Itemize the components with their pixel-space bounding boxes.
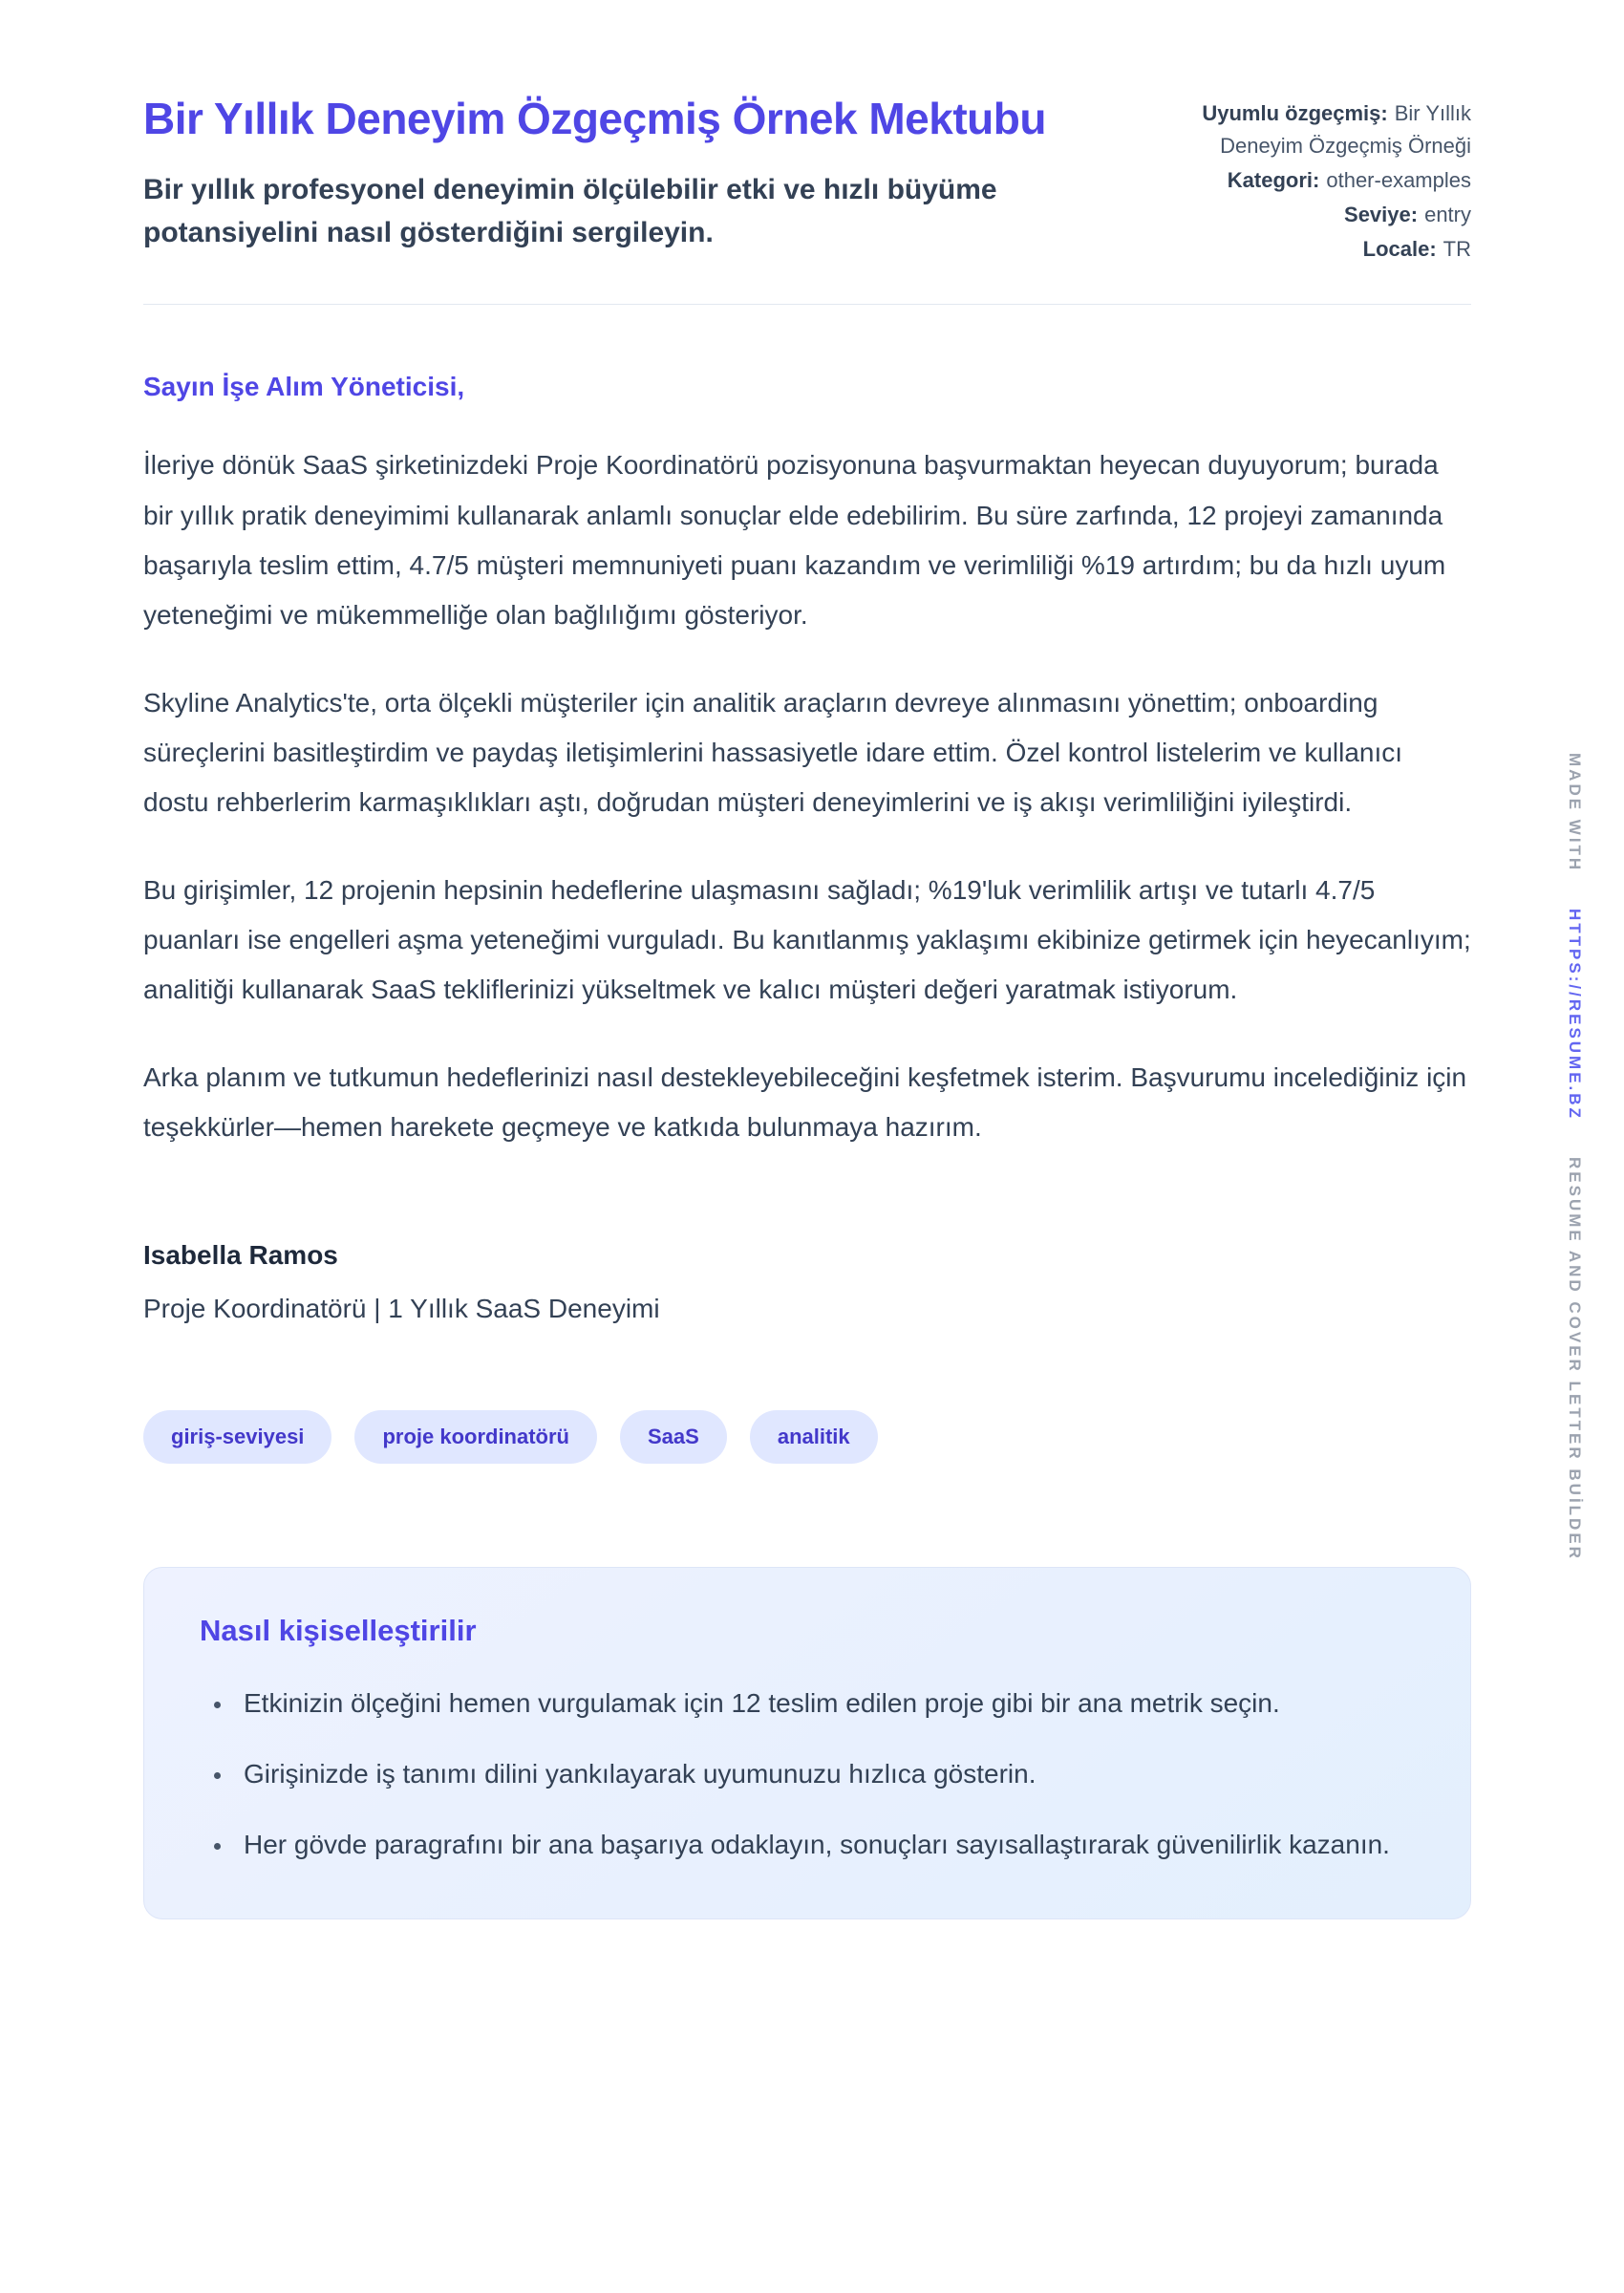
tip-list: [200, 1681, 1415, 1867]
page-subtitle: Bir yıllık profesyonel deneyimin ölçülebilir etki ve hızlı büyüme potansiyelini nasıl gösterdiğini sergileyin.: [143, 174, 997, 249]
meta-value-level: entry: [1424, 203, 1471, 227]
tip-item-3: • Her gövde paragrafını bir ana başarıya odaklayın, sonuçları sayısallaştırarak güvenilirlik kazanın.: [234, 1822, 1415, 1868]
meta-row-level: [1161, 199, 1471, 231]
watermark-url: HTTPS://RESUME.BZ: [1566, 908, 1584, 1121]
header-left: [143, 92, 1051, 254]
letter-paragraph-4: Arka planım ve tutkumun hedeflerinizi nasıl destekleyebileceğini keşfetmek isterim. Başvurumu incelediğiniz için teşekkürler—hemen harekete geçmeye ve katkıda bulunmaya hazırım.: [143, 1062, 1467, 1143]
tag-saas[interactable]: SaaS: [620, 1410, 727, 1464]
letter-body: [143, 372, 1471, 1324]
letter-paragraph-2: Skyline Analytics'te, orta ölçekli müşteriler için analitik araçların devreye alınmasını yönettim; onboarding süreçlerini basitleştirdim ve paydaş iletişimlerini hassasiyetle idare ettim. Özel kontrol listelerim ve kullanıcı dostu rehberlerim karmaşıklıkları aştı, doğrudan müşteri deneyimlerini ve iş akışı verimliliğini iyileştirdi.: [143, 687, 1403, 817]
meta-label-matching-resume: Uyumlu özgeçmiş:: [1202, 101, 1388, 125]
meta-value-category: other-examples: [1326, 168, 1471, 193]
page-title: Bir Yıllık Deneyim Özgeçmiş Örnek Mektubu: [143, 94, 1046, 143]
meta-value-locale: TR: [1442, 237, 1471, 262]
tip-item-1: • Etkinizin ölçeğini hemen vurgulamak için 12 teslim edilen proje gibi bir ana metrik seçin.: [234, 1681, 1415, 1726]
tag-entry-level[interactable]: giriş-seviyesi: [143, 1410, 331, 1464]
tag-project-coordinator[interactable]: proje koordinatörü: [354, 1410, 597, 1464]
watermark: [1565, 753, 1584, 1561]
watermark-made-with: MADE WITH: [1566, 753, 1584, 873]
letter-paragraph-3: Bu girişimler, 12 projenin hepsinin hedeflerine ulaşmasını sağladı; %19'luk verimlilik artışı ve tutarlı 4.7/5 puanları ise engelleri aşma yeteneğimi vurguladı. Bu kanıtlanmış yaklaşımı ekibinize getirmek için heyecanlıyım; analitiği kullanarak SaaS tekliflerinizi yükseltmek ve kalıcı müşteri değeri yaratmak istiyorum.: [143, 875, 1471, 1005]
tip-item-2: • Girişinizde iş tanımı dilini yankılayarak uyumunuzu hızlıca gösterin.: [234, 1751, 1415, 1797]
meta-label-category: Kategori:: [1227, 168, 1320, 193]
meta-label-locale: Locale:: [1362, 237, 1437, 262]
meta-value-matching-resume: Bir Yıllık Deneyim Özgeçmiş Örneği: [1220, 101, 1471, 159]
meta-row-matching-resume: [1161, 97, 1471, 162]
meta-row-category: [1161, 164, 1471, 197]
meta-panel: [1161, 92, 1471, 268]
meta-label-level: Seviye:: [1344, 203, 1419, 227]
tip-box-title: Nasıl kişiselleştirilir: [200, 1614, 477, 1648]
divider: [143, 304, 1471, 305]
meta-row-locale: [1161, 233, 1471, 266]
tip-box: [143, 1567, 1471, 1919]
tag-list: [143, 1410, 1471, 1464]
salutation: Sayın İşe Alım Yöneticisi,: [143, 372, 465, 402]
header: [143, 92, 1471, 268]
watermark-builder-text: RESUME AND COVER LETTER BUİLDER: [1566, 1156, 1584, 1561]
signature-role: Proje Koordinatörü | 1 Yıllık SaaS Deneyimi: [143, 1294, 660, 1324]
signature-name: Isabella Ramos: [143, 1240, 338, 1271]
letter-paragraph-1: İleriye dönük SaaS şirketinizdeki Proje Koordinatörü pozisyonuna başvurmaktan heyecan duyuyorum; burada bir yıllık pratik deneyimimi kullanarak anlamlı sonuçlar elde edebilirim. Bu süre zarfında, 12 projeyi zamanında başarıyla teslim ettim, 4.7/5 müşteri memnuniyeti puanı kazandım ve verimliliği %19 artırdım; bu da hızlı uyum yeteneğimi ve mükemmelliğe olan bağlılığımı gösteriyor.: [143, 450, 1446, 630]
tag-analytics[interactable]: analitik: [750, 1410, 878, 1464]
